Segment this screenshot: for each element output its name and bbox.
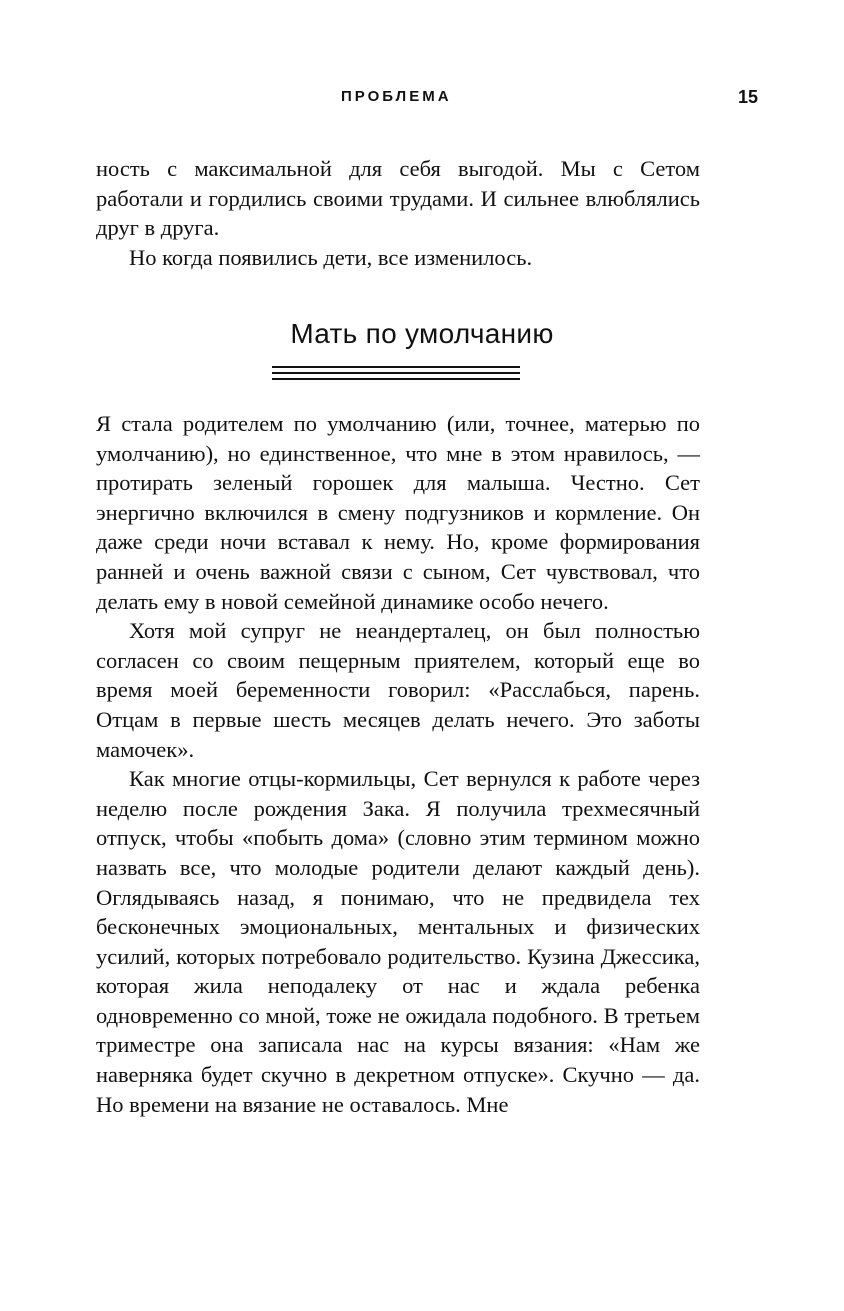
paragraph: Я стала родителем по умолчанию (или, точнее, матерью по умолчанию), но единственное, что мне в этом нравилось, — протирать зеленый горошек для малыша. Честно. Сет энергично включился в смену подгузников и кормление. Он даже среди ночи вставал к нему. Но, кроме формирования ранней и очень важной связи с сыном, Сет чувствовал, что делать ему в новой семейной динамике особо нечего.	[96, 411, 700, 614]
page-number: 15	[738, 87, 759, 107]
ornament-rule	[272, 366, 520, 368]
heading-ornament-rules	[272, 366, 520, 384]
paragraph: Но когда появились дети, все изменилось.	[129, 244, 533, 270]
paragraph: Как многие отцы-кормильцы, Сет вернулся к работе через неделю после рождения Зака. Я получила трехмесячный отпуск, чтобы «побыть дома» (словно этим термином можно назвать все, что молодые родители делают каждый день). Оглядываясь назад, я понимаю, что не предвидела тех бесконечных эмоциональных, ментальных и физических усилий, которых потребовало родительство. Кузина Джессика, которая жила неподалеку от нас и ждала ребенка одновременно со мной, тоже не ожидала подобного. В третьем триместре она записала нас на курсы вязания: «Нам же наверняка будет скучно в декретном отпуске». Скучно — да. Но времени на вязание не оставалось. Мне	[96, 766, 700, 1117]
chapter-title: ПРОБЛЕМА	[341, 88, 452, 105]
ornament-rule	[272, 372, 520, 374]
section-heading: Мать по умолчанию	[290, 318, 554, 349]
body-text	[96, 409, 700, 1119]
paragraph: ность с максимальной для себя выгодой. Мы с Сетом работали и гордились своими трудами. И сильнее влюблялись друг в друга.	[96, 156, 700, 241]
ornament-rule	[272, 378, 520, 380]
intro-text	[96, 154, 700, 272]
running-header	[0, 86, 844, 110]
paragraph: Хотя мой супруг не неандерталец, он был полностью согласен со своим пещерным приятелем, который еще во время моей беременности говорил: «Расслабься, парень. Отцам в первые шесть месяцев делать нечего. Это заботы мамочек».	[96, 618, 700, 762]
